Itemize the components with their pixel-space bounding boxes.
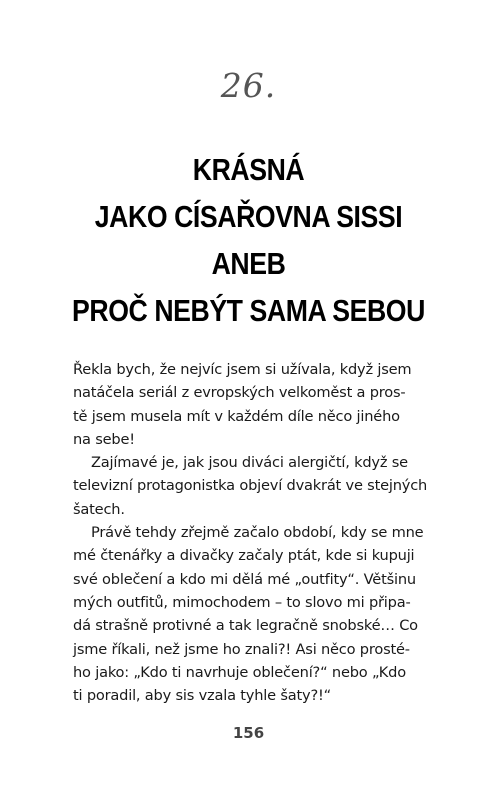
- text-line: Právě tehdy zřejmě začalo období, kdy se mne: [91, 524, 424, 542]
- text-line: Zajímavé je, jak jsou diváci alergičtí, když se: [91, 454, 408, 472]
- body-text: [73, 358, 438, 707]
- text-line: Řekla bych, že nejvíc jsem si užívala, když jsem: [73, 361, 412, 378]
- title-line-2: JAKO CÍSAŘOVNA SISSI: [94, 199, 403, 234]
- text-line: mé čtenářky a divačky začaly ptát, kde si kupuji: [73, 547, 415, 565]
- chapter-title: [69, 146, 428, 334]
- text-line: šatech.: [73, 500, 125, 518]
- title-line-3: ANEB: [211, 246, 286, 281]
- text-line: své oblečení a kdo mi dělá mé „outfity“. Většinu: [73, 570, 416, 588]
- text-line: dá strašně protivné a tak legračně snobské… Co: [73, 617, 418, 635]
- text-line: jsme říkali, než jsme ho znali?! Asi něco prosté-: [73, 640, 410, 658]
- text-line: mých outfitů, mimochodem – to slovo mi připa-: [73, 593, 411, 611]
- text-line: na sebe!: [73, 430, 135, 448]
- paragraph-1: [73, 358, 438, 451]
- text-line: tě jsem musela mít v každém díle něco jiného: [73, 407, 400, 425]
- text-line: ti poradil, aby sis vzala tyhle šaty?!“: [73, 687, 332, 705]
- paragraph-2: [73, 451, 438, 521]
- chapter-number: 26.: [220, 66, 277, 105]
- text-line: televizní protagonistka objeví dvakrát ve stejných: [73, 477, 428, 495]
- text-line: natáčela seriál z evropských velkoměst a pros-: [73, 384, 406, 402]
- title-line-1: KRÁSNÁ: [192, 152, 305, 187]
- paragraph-3: [73, 521, 438, 707]
- title-line-4: PROČ NEBÝT SAMA SEBOU: [72, 293, 425, 328]
- text-line: ho jako: „Kdo ti navrhuje oblečení?“ nebo „Kdo: [73, 663, 406, 681]
- page-number: 156: [232, 724, 265, 742]
